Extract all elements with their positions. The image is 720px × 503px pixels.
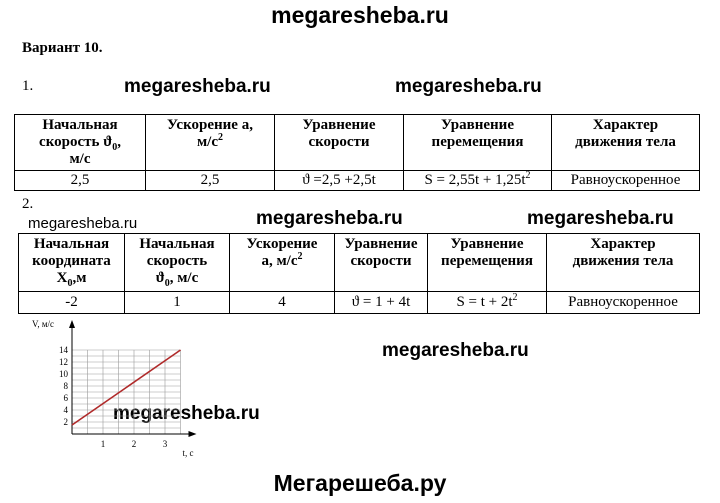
displacement-equation-text: S = t + 2t [456,294,513,310]
task-2-number: 2. [22,196,34,212]
task-1-number: 1. [22,78,34,94]
y-axis-label: V, м/с [32,319,55,329]
header-motion-type: Характер движения тела [552,115,700,171]
header-velocity-equation: Уравнение скорости [335,234,428,292]
velocity-time-graph [28,316,228,462]
header-motion-type: Характер движения тела [547,234,700,292]
header-initial-velocity: Начальная скорость $ϑ_0$, м/с [15,115,146,171]
watermark-top: megaresheba.ru [271,2,449,28]
y-tick-label: 2 [63,417,68,427]
watermark: megaresheba.ru [124,76,271,97]
header-displacement-equation: Уравнение перемещения [428,234,547,292]
cell-displacement-equation [428,292,547,314]
cell-displacement-equation [404,171,552,191]
header-velocity-equation: Уравнение скорости [275,115,404,171]
cell-initial-velocity: 2,5 [15,171,146,191]
header-initial-coordinate: Начальная координата $X_0,м$ [19,234,125,292]
displacement-equation-text: S = 2,55t + 1,25t [424,172,526,188]
header-acceleration: Ускорение a, $м/с^2$ [146,115,275,171]
watermark: megaresheba.ru [395,76,542,97]
y-tick-label: 10 [59,369,68,379]
watermark: megaresheba.ru [256,208,403,229]
watermark: megaresheba.ru [113,403,260,424]
variant-title: Вариант 10. [22,40,103,56]
cell-initial-coordinate: -2 [19,292,125,314]
cell-motion-type: Равноускоренное [552,171,700,191]
task-1-table [14,114,700,191]
x-tick-label: 1 [100,439,106,449]
watermark: megaresheba.ru [527,208,674,229]
y-tick-label: 14 [59,345,68,355]
velocity-line [72,350,181,425]
cell-velocity-equation: ϑ =2,5 +2,5t [275,171,404,191]
y-tick-label: 12 [59,357,68,367]
cell-initial-velocity: 1 [125,292,230,314]
cell-acceleration: 4 [230,292,335,314]
header-acceleration: Ускорение a, $м/с^2$ [230,234,335,292]
y-axis-arrow [69,320,75,328]
task-2-table [18,233,700,314]
x-axis-arrow [189,431,197,437]
x-tick-label: 2 [131,439,137,449]
cell-acceleration: 2,5 [146,171,275,191]
watermark: megaresheba.ru [28,215,138,232]
cell-motion-type: Равноускоренное [547,292,700,314]
watermark: megaresheba.ru [382,340,529,361]
header-displacement-equation: Уравнение перемещения [404,115,552,171]
displacement-equation-exponent: 2 [525,170,531,181]
watermark-bottom: Мегарешеба.ру [273,470,447,496]
y-tick-label: 6 [63,393,68,403]
y-tick-label: 8 [63,381,68,391]
x-tick-label: 3 [162,439,168,449]
header-initial-velocity: Начальная скорость $ϑ_0$, м/с [125,234,230,292]
x-axis-label: t, с [182,448,194,458]
displacement-equation-exponent: 2 [512,292,518,303]
cell-velocity-equation: ϑ = 1 + 4t [335,292,428,314]
y-tick-label: 4 [63,405,68,415]
